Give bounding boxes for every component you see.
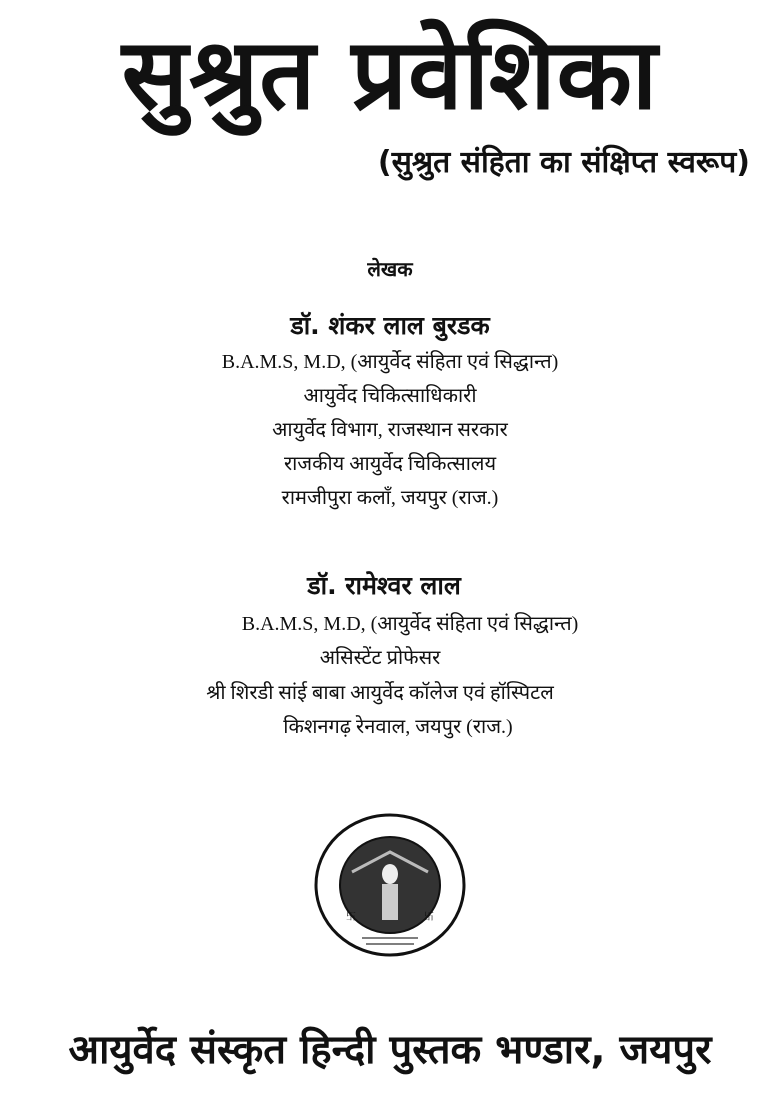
author-2-designation: असिस्टेंट प्रोफेसर <box>319 647 441 669</box>
author-1-name: डॉ. शंकर लाल बुरडक <box>290 311 490 340</box>
publisher-name: आयुर्वेद संस्कृत हिन्दी पुस्तक भण्डार, जयपुर <box>68 1027 712 1073</box>
author-1-designation: आयुर्वेद चिकित्साधिकारी <box>303 385 477 407</box>
author-1-degree: B.A.M.S, M.D, (आयुर्वेद संहिता एवं सिद्धान्त) <box>221 351 559 373</box>
book-subtitle: (सुश्रुत संहिता का संक्षिप्त स्वरूप) <box>377 145 750 180</box>
svg-text:卐: 卐 <box>424 912 434 923</box>
author-2-college: श्री शिरडी सांई बाबा आयुर्वेद कॉलेज एवं हॉस्पिटल <box>206 682 554 704</box>
author-1-department: आयुर्वेद विभाग, राजस्थान सरकार <box>272 419 508 441</box>
author-1-hospital: राजकीय आयुर्वेद चिकित्सालय <box>283 453 497 475</box>
author-2-location: किशनगढ़ रेनवाल, जयपुर (राज.) <box>283 716 513 738</box>
publisher-seal-logo <box>312 812 468 958</box>
author-2-name: डॉ. रामेश्वर लाल <box>307 571 461 600</box>
svg-text:卐: 卐 <box>346 912 356 923</box>
author-label: लेखक <box>367 257 413 281</box>
book-title: सुश्रुत प्रवेशिका <box>121 18 659 132</box>
author-1-location: रामजीपुरा कलाँ, जयपुर (राज.) <box>281 487 499 509</box>
author-2-degree: B.A.M.S, M.D, (आयुर्वेद संहिता एवं सिद्धान्त) <box>241 613 579 635</box>
